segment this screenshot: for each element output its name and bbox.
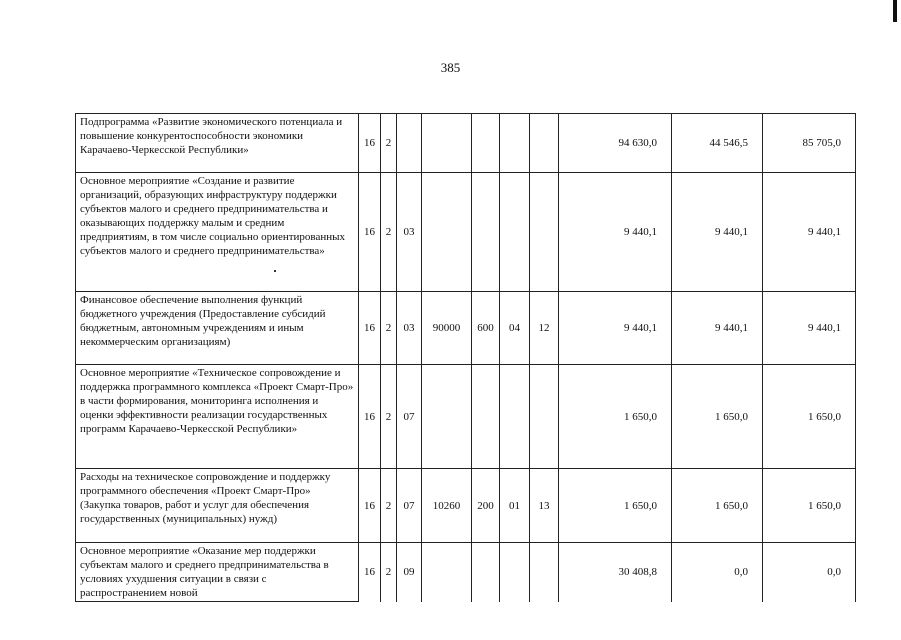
code-cell-direction: 10260: [422, 469, 472, 543]
amount-cell-year3: 0,0: [763, 543, 856, 602]
amount-cell-year3: 1 650,0: [763, 365, 856, 469]
code-cell-ministry: 16: [359, 469, 381, 543]
code-cell-subsection: [530, 114, 559, 173]
code-cell-subsection: [530, 543, 559, 602]
amount-cell-year3: 1 650,0: [763, 469, 856, 543]
amount-cell-year1: 9 440,1: [559, 292, 672, 365]
row-name-cell: Основное мероприятие «Техническое сопровождение и поддержка программного комплекса «Проект Смарт-Про» в части формирования, мониторинга исполнения и оценки эффективности реализации государственных программ Карачаево-Черкесской Республики»: [76, 365, 359, 469]
code-cell-subsection: 12: [530, 292, 559, 365]
code-cell-program: 2: [381, 365, 397, 469]
amount-cell-year1: 9 440,1: [559, 173, 672, 292]
code-cell-ministry: 16: [359, 114, 381, 173]
code-cell-subprogram: 03: [397, 173, 422, 292]
row-name-cell: Финансовое обеспечение выполнения функций бюджетного учреждения (Предоставление субсидий бюджетным, автономным учреждениям и иным некоммерческим организациям): [76, 292, 359, 365]
code-cell-subsection: 13: [530, 469, 559, 543]
table-row: [76, 365, 856, 469]
code-cell-program: 2: [381, 114, 397, 173]
amount-cell-year2: 9 440,1: [672, 173, 763, 292]
code-cell-section: [500, 114, 530, 173]
page-edge-mark: [893, 0, 897, 22]
budget-table: [75, 113, 856, 602]
code-cell-expense-type: [472, 173, 500, 292]
row-name-cell: Подпрограмма «Развитие экономического потенциала и повышение конкурентоспособности экономики Карачаево-Черкесской Республики»: [76, 114, 359, 173]
code-cell-program: 2: [381, 469, 397, 543]
amount-cell-year2: 0,0: [672, 543, 763, 602]
code-cell-ministry: 16: [359, 173, 381, 292]
table-row: [76, 173, 856, 292]
code-cell-subprogram: 07: [397, 469, 422, 543]
code-cell-subprogram: 09: [397, 543, 422, 602]
amount-cell-year1: 1 650,0: [559, 365, 672, 469]
scan-speck: [274, 270, 276, 272]
amount-cell-year3: 9 440,1: [763, 292, 856, 365]
code-cell-expense-type: [472, 365, 500, 469]
amount-cell-year3: 85 705,0: [763, 114, 856, 173]
code-cell-direction: [422, 543, 472, 602]
amount-cell-year1: 30 408,8: [559, 543, 672, 602]
amount-cell-year2: 9 440,1: [672, 292, 763, 365]
code-cell-expense-type: 200: [472, 469, 500, 543]
table-row: [76, 292, 856, 365]
amount-cell-year1: 1 650,0: [559, 469, 672, 543]
code-cell-subprogram: [397, 114, 422, 173]
code-cell-direction: [422, 173, 472, 292]
code-cell-ministry: 16: [359, 543, 381, 602]
code-cell-program: 2: [381, 173, 397, 292]
amount-cell-year3: 9 440,1: [763, 173, 856, 292]
table-row: [76, 543, 856, 602]
row-name-cell: Основное мероприятие «Создание и развитие организаций, образующих инфраструктуру поддержки субъектов малого и среднего предпринимательства и оказывающих поддержку малым и средним предприятиям, в том числе социально ориентированных субъектов малого и среднего предпринимательства»: [76, 173, 359, 292]
amount-cell-year2: 1 650,0: [672, 469, 763, 543]
code-cell-direction: [422, 365, 472, 469]
code-cell-ministry: 16: [359, 292, 381, 365]
amount-cell-year2: 1 650,0: [672, 365, 763, 469]
code-cell-direction: [422, 114, 472, 173]
code-cell-expense-type: [472, 114, 500, 173]
row-name-cell: Основное мероприятие «Оказание мер поддержки субъектам малого и среднего предпринимательства в условиях ухудшения ситуации в связи с распространением новой: [76, 543, 359, 602]
code-cell-expense-type: [472, 543, 500, 602]
table-row: [76, 469, 856, 543]
code-cell-section: [500, 365, 530, 469]
code-cell-subprogram: 03: [397, 292, 422, 365]
code-cell-direction: 90000: [422, 292, 472, 365]
code-cell-section: 04: [500, 292, 530, 365]
amount-cell-year1: 94 630,0: [559, 114, 672, 173]
amount-cell-year2: 44 546,5: [672, 114, 763, 173]
code-cell-ministry: 16: [359, 365, 381, 469]
code-cell-program: 2: [381, 543, 397, 602]
table-row: [76, 114, 856, 173]
code-cell-section: [500, 543, 530, 602]
code-cell-subprogram: 07: [397, 365, 422, 469]
code-cell-subsection: [530, 173, 559, 292]
code-cell-expense-type: 600: [472, 292, 500, 365]
row-name-cell: Расходы на техническое сопровождение и поддержку программного обеспечения «Проект Смарт-Про» (Закупка товаров, работ и услуг для обеспечения государственных (муниципальных) нужд): [76, 469, 359, 543]
code-cell-program: 2: [381, 292, 397, 365]
page-number: 385: [440, 60, 461, 75]
code-cell-section: 01: [500, 469, 530, 543]
code-cell-subsection: [530, 365, 559, 469]
code-cell-section: [500, 173, 530, 292]
